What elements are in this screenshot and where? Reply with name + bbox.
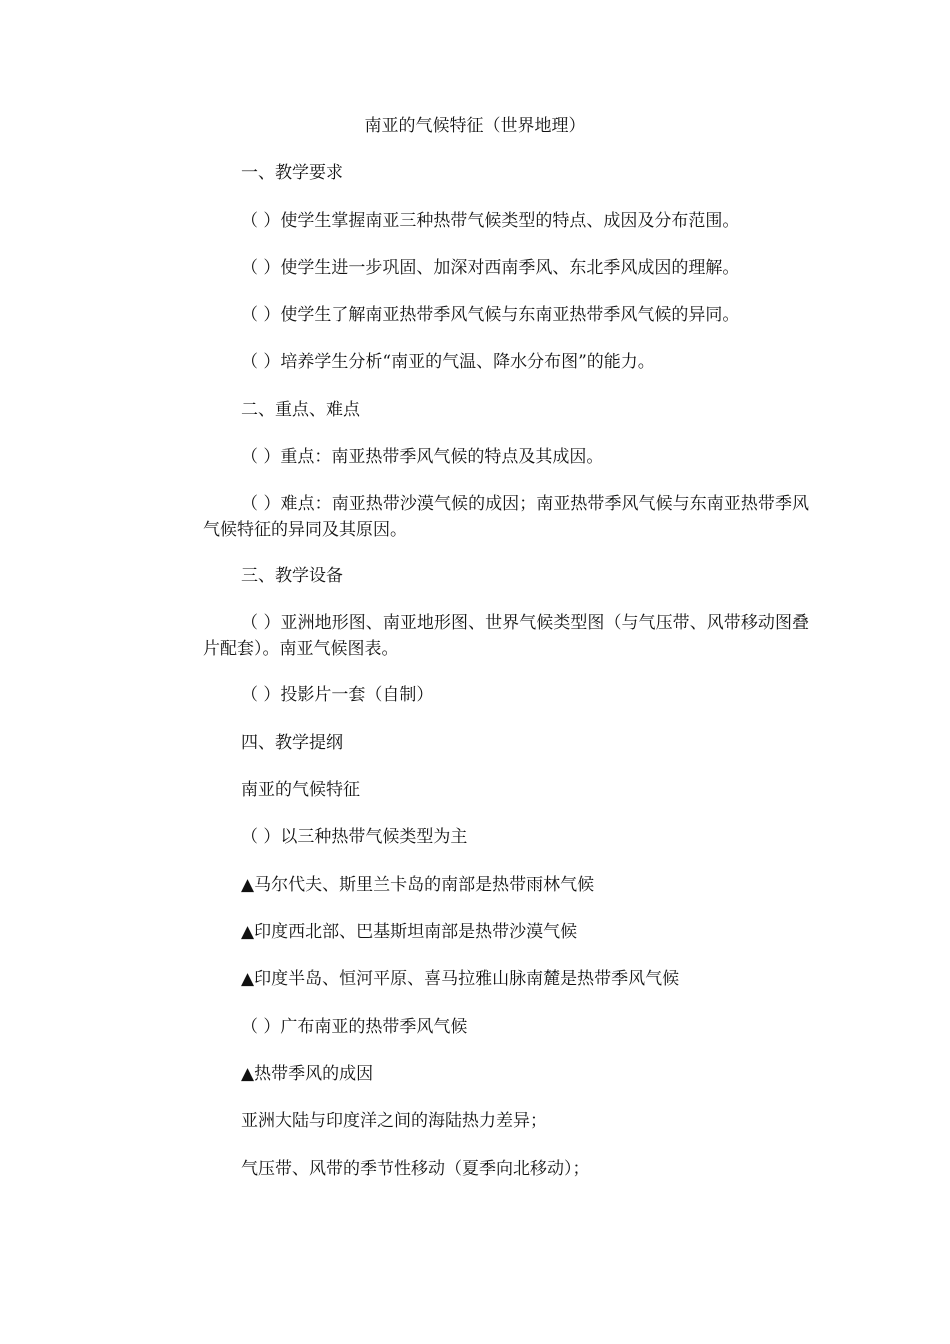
section-heading-key-points: 二、重点、难点 [241,400,360,420]
outline-item-2: （ ）广布南亚的热带季风气候 [241,1017,468,1037]
section-heading-outline: 四、教学提纲 [241,733,343,753]
outline-reason-1: 亚洲大陆与印度洋之间的海陆热力差异； [241,1111,547,1131]
section-heading-equipment: 三、教学设备 [241,566,343,586]
requirement-item-1: （ ）使学生掌握南亚三种热带气候类型的特点、成因及分布范围。 [241,211,740,231]
outline-bullet-2: ▲印度西北部、巴基斯坦南部是热带沙漠气候 [241,922,578,942]
outline-bullet-3: ▲印度半岛、恒河平原、喜马拉雅山脉南麓是热带季风气候 [241,969,680,989]
requirement-item-2: （ ）使学生进一步巩固、加深对西南季风、东北季风成因的理解。 [241,258,740,278]
outline-bullet-4: ▲热带季风的成因 [241,1064,374,1084]
outline-subtitle: 南亚的气候特征 [241,780,360,800]
key-point-item: （ ）重点：南亚热带季风气候的特点及其成因。 [241,447,604,467]
requirement-item-3: （ ）使学生了解南亚热带季风气候与东南亚热带季风气候的异同。 [241,305,740,325]
outline-bullet-1: ▲马尔代夫、斯里兰卡岛的南部是热带雨林气候 [241,875,595,895]
outline-reason-2: 气压带、风带的季节性移动（夏季向北移动）； [241,1159,590,1179]
requirement-item-4: （ ）培养学生分析“南亚的气温、降水分布图”的能力。 [241,352,655,372]
equipment-item-2: （ ）投影片一套（自制） [241,685,434,705]
section-heading-teaching-requirements: 一、教学要求 [241,163,343,183]
outline-item-1: （ ）以三种热带气候类型为主 [241,827,468,847]
difficult-point-paragraph: （ ）难点：南亚热带沙漠气候的成因；南亚热带季风气候与东南亚热带季风气候特征的异同及其原因。 [203,494,809,540]
document-title: 南亚的气候特征（世界地理） [364,116,586,136]
equipment-paragraph: （ ）亚洲地形图、南亚地形图、世界气候类型图（与气压带、风带移动图叠片配套）。南亚气候图表。 [203,613,809,659]
